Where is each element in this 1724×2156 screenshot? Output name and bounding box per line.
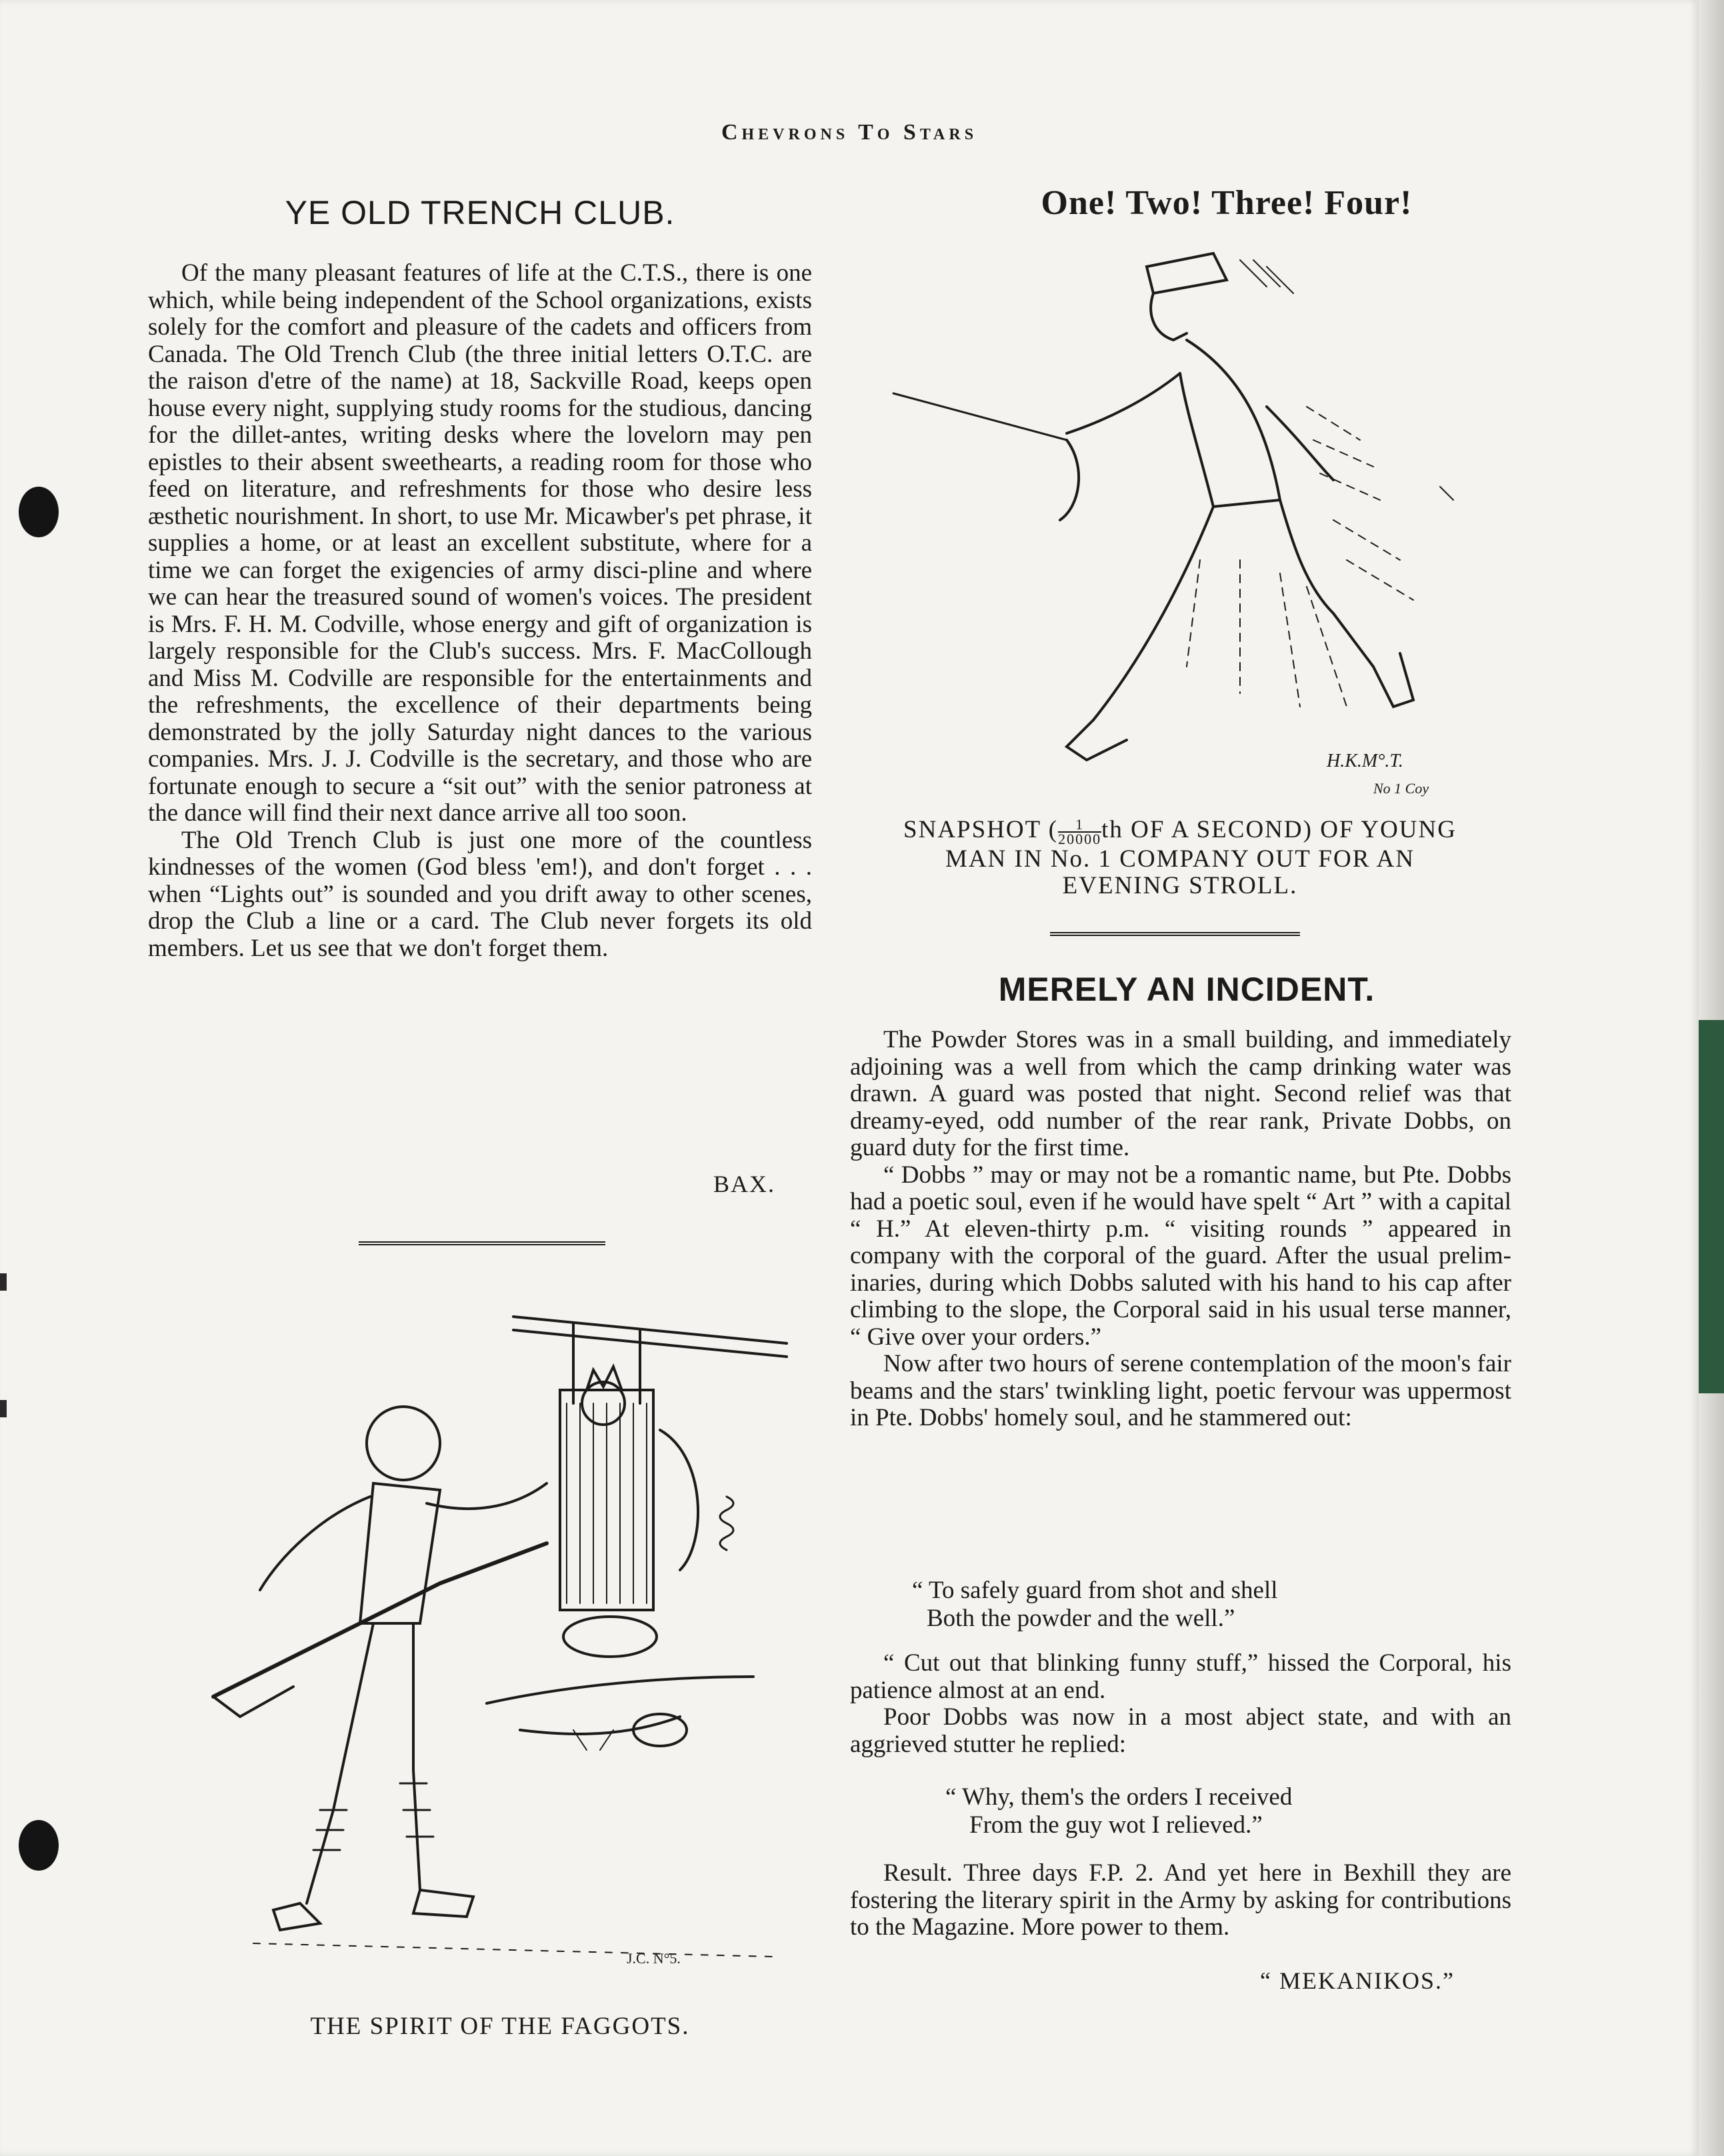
punch-hole-bottom (19, 1820, 59, 1871)
edge-mark (0, 1273, 7, 1291)
caption-faggots: THE SPIRIT OF THE FAGGOTS. (310, 2013, 690, 2040)
poem-first (912, 1577, 1278, 1633)
svg-text:J.C. N°5.: J.C. N°5. (627, 1950, 681, 1967)
paragraph: Now after two hours of serene contemplation of the moon's fair beams and the stars' twinkling light, poetic fervour was uppermost in Pte. Dobbs' homely soul, and he stammered out: (850, 1350, 1511, 1431)
fraction-numerator: 1 (1058, 818, 1101, 833)
running-head: Chevrons To Stars (721, 120, 978, 145)
green-tab (1699, 1020, 1724, 1393)
fraction-denominator: 20000 (1058, 830, 1102, 847)
caption-snapshot-line2: MAN IN No. 1 COMPANY OUT FOR AN (945, 845, 1415, 873)
svg-text:No 1 Coy: No 1 Coy (1373, 780, 1429, 797)
sketch-title: One! Two! Three! Four! (1041, 184, 1413, 222)
poem-line: From the guy wot I relieved.” (969, 1811, 1263, 1839)
caption-snapshot-line3: EVENING STROLL. (1062, 871, 1298, 899)
caption-snapshot-pre: SNAPSHOT ( (903, 816, 1059, 843)
caption-snapshot (847, 817, 1513, 899)
signature-bax: BAX. (713, 1171, 776, 1197)
punch-hole-top (19, 487, 59, 537)
paragraph: Result. Three days F.P. 2. And yet here in Bexhill they are fostering the literary spirit in the Army by asking for contributions to the Magazine. More power to them. (850, 1859, 1511, 1941)
paragraph: “ Dobbs ” may or may not be a romantic name, but Pte. Dobbs had a poetic soul, even if he would have spelt “ Art ” with a capital “ H.” At eleven-thirty p.m. “ visiting rounds ” appeared in company with the corporal of the guard. After the usual prelim-inaries, during which Dobbs saluted with his hand to his cap after climbing to the slope, the Corporal said in his usual terse manner, “ Give over your orders.” (850, 1161, 1511, 1351)
signature-mekanikos: “ MEKANIKOS.” (1260, 1967, 1455, 1994)
fraction (1058, 815, 1102, 847)
svg-text:H.K.M°.T.: H.K.M°.T. (1327, 751, 1403, 771)
article-title-trench-club: YE OLD TRENCH CLUB. (285, 194, 675, 231)
faggots-illustration (200, 1303, 800, 1997)
article-body-incident-a (850, 1027, 1511, 1432)
caption-snapshot-post: th OF A SECOND) OF YOUNG (1101, 816, 1457, 843)
divider-rule (1050, 932, 1300, 936)
article-body-incident-c (850, 1860, 1511, 1941)
poem-line: Both the powder and the well.” (927, 1605, 1235, 1632)
article-body-trench-club (148, 260, 812, 962)
poem-second (945, 1783, 1292, 1839)
divider-rule (359, 1241, 605, 1245)
paragraph: Of the many pleasant features of life at the C.T.S., there is one which, while being independent of the School organizations, exists solely for the comfort and pleasure of the cadets and officers from Canada. The Old Trench Club (the three initial letters O.T.C. are the raison d'etre of the name) at 18, Sackville Road, keeps open house every night, supplying study rooms for the studious, dancing for the dillet-antes, writing desks where the lovelorn may pen epistles to their absent sweethearts, a reading room for those who feed on literature, and refreshments for those who desire less æsthetic nourishment. In short, to use Mr. Micawber's pet phrase, it supplies a home, or at least an excellent substitute, where for a time we can forget the exigencies of army disci-pline and where we can hear the treasured sound of women's voices. The president is Mrs. F. H. M. Codville, whose energy and gift of organization is largely responsible for the Club's success. Mrs. F. MacCollough and Miss M. Codville are responsible for the entertainments and the refreshments, the excellence of their departments being demonstrated by the jolly Saturday night dances to the various companies. Mrs. J. J. Codville is the secretary, and those who are fortunate enough to secure a “sit out” with the senior patroness at the dance will find their next dance arrive all too soon. (148, 259, 812, 827)
paragraph: The Powder Stores was in a small building, and immediately adjoining was a well from which the camp drinking water was drawn. A guard was posted that night. Second relief was that dreamy-eyed, odd number of the rear rank, Private Dobbs, on guard duty for the first time. (850, 1026, 1511, 1161)
paragraph: The Old Trench Club is just one more of the countless kindnesses of the women (God bless 'em!), and don't forget . . . when “Lights out” is sounded and you drift away to other scenes, drop the Club a line or a card. The Club never forgets its old members. Let us see that we don't forget them. (148, 826, 812, 962)
article-body-incident-b (850, 1650, 1511, 1758)
paragraph: “ Cut out that blinking funny stuff,” hissed the Corporal, his patience almost at an end. (850, 1649, 1511, 1704)
walking-man-sketch (867, 240, 1493, 813)
poem-line: “ To safely guard from shot and shell (912, 1577, 1278, 1604)
paragraph: Poor Dobbs was now in a most abject state, and with an aggrieved stutter he replied: (850, 1703, 1511, 1758)
article-title-incident: MERELY AN INCIDENT. (998, 971, 1375, 1008)
edge-mark (0, 1400, 7, 1417)
poem-line: “ Why, them's the orders I received (945, 1783, 1293, 1811)
